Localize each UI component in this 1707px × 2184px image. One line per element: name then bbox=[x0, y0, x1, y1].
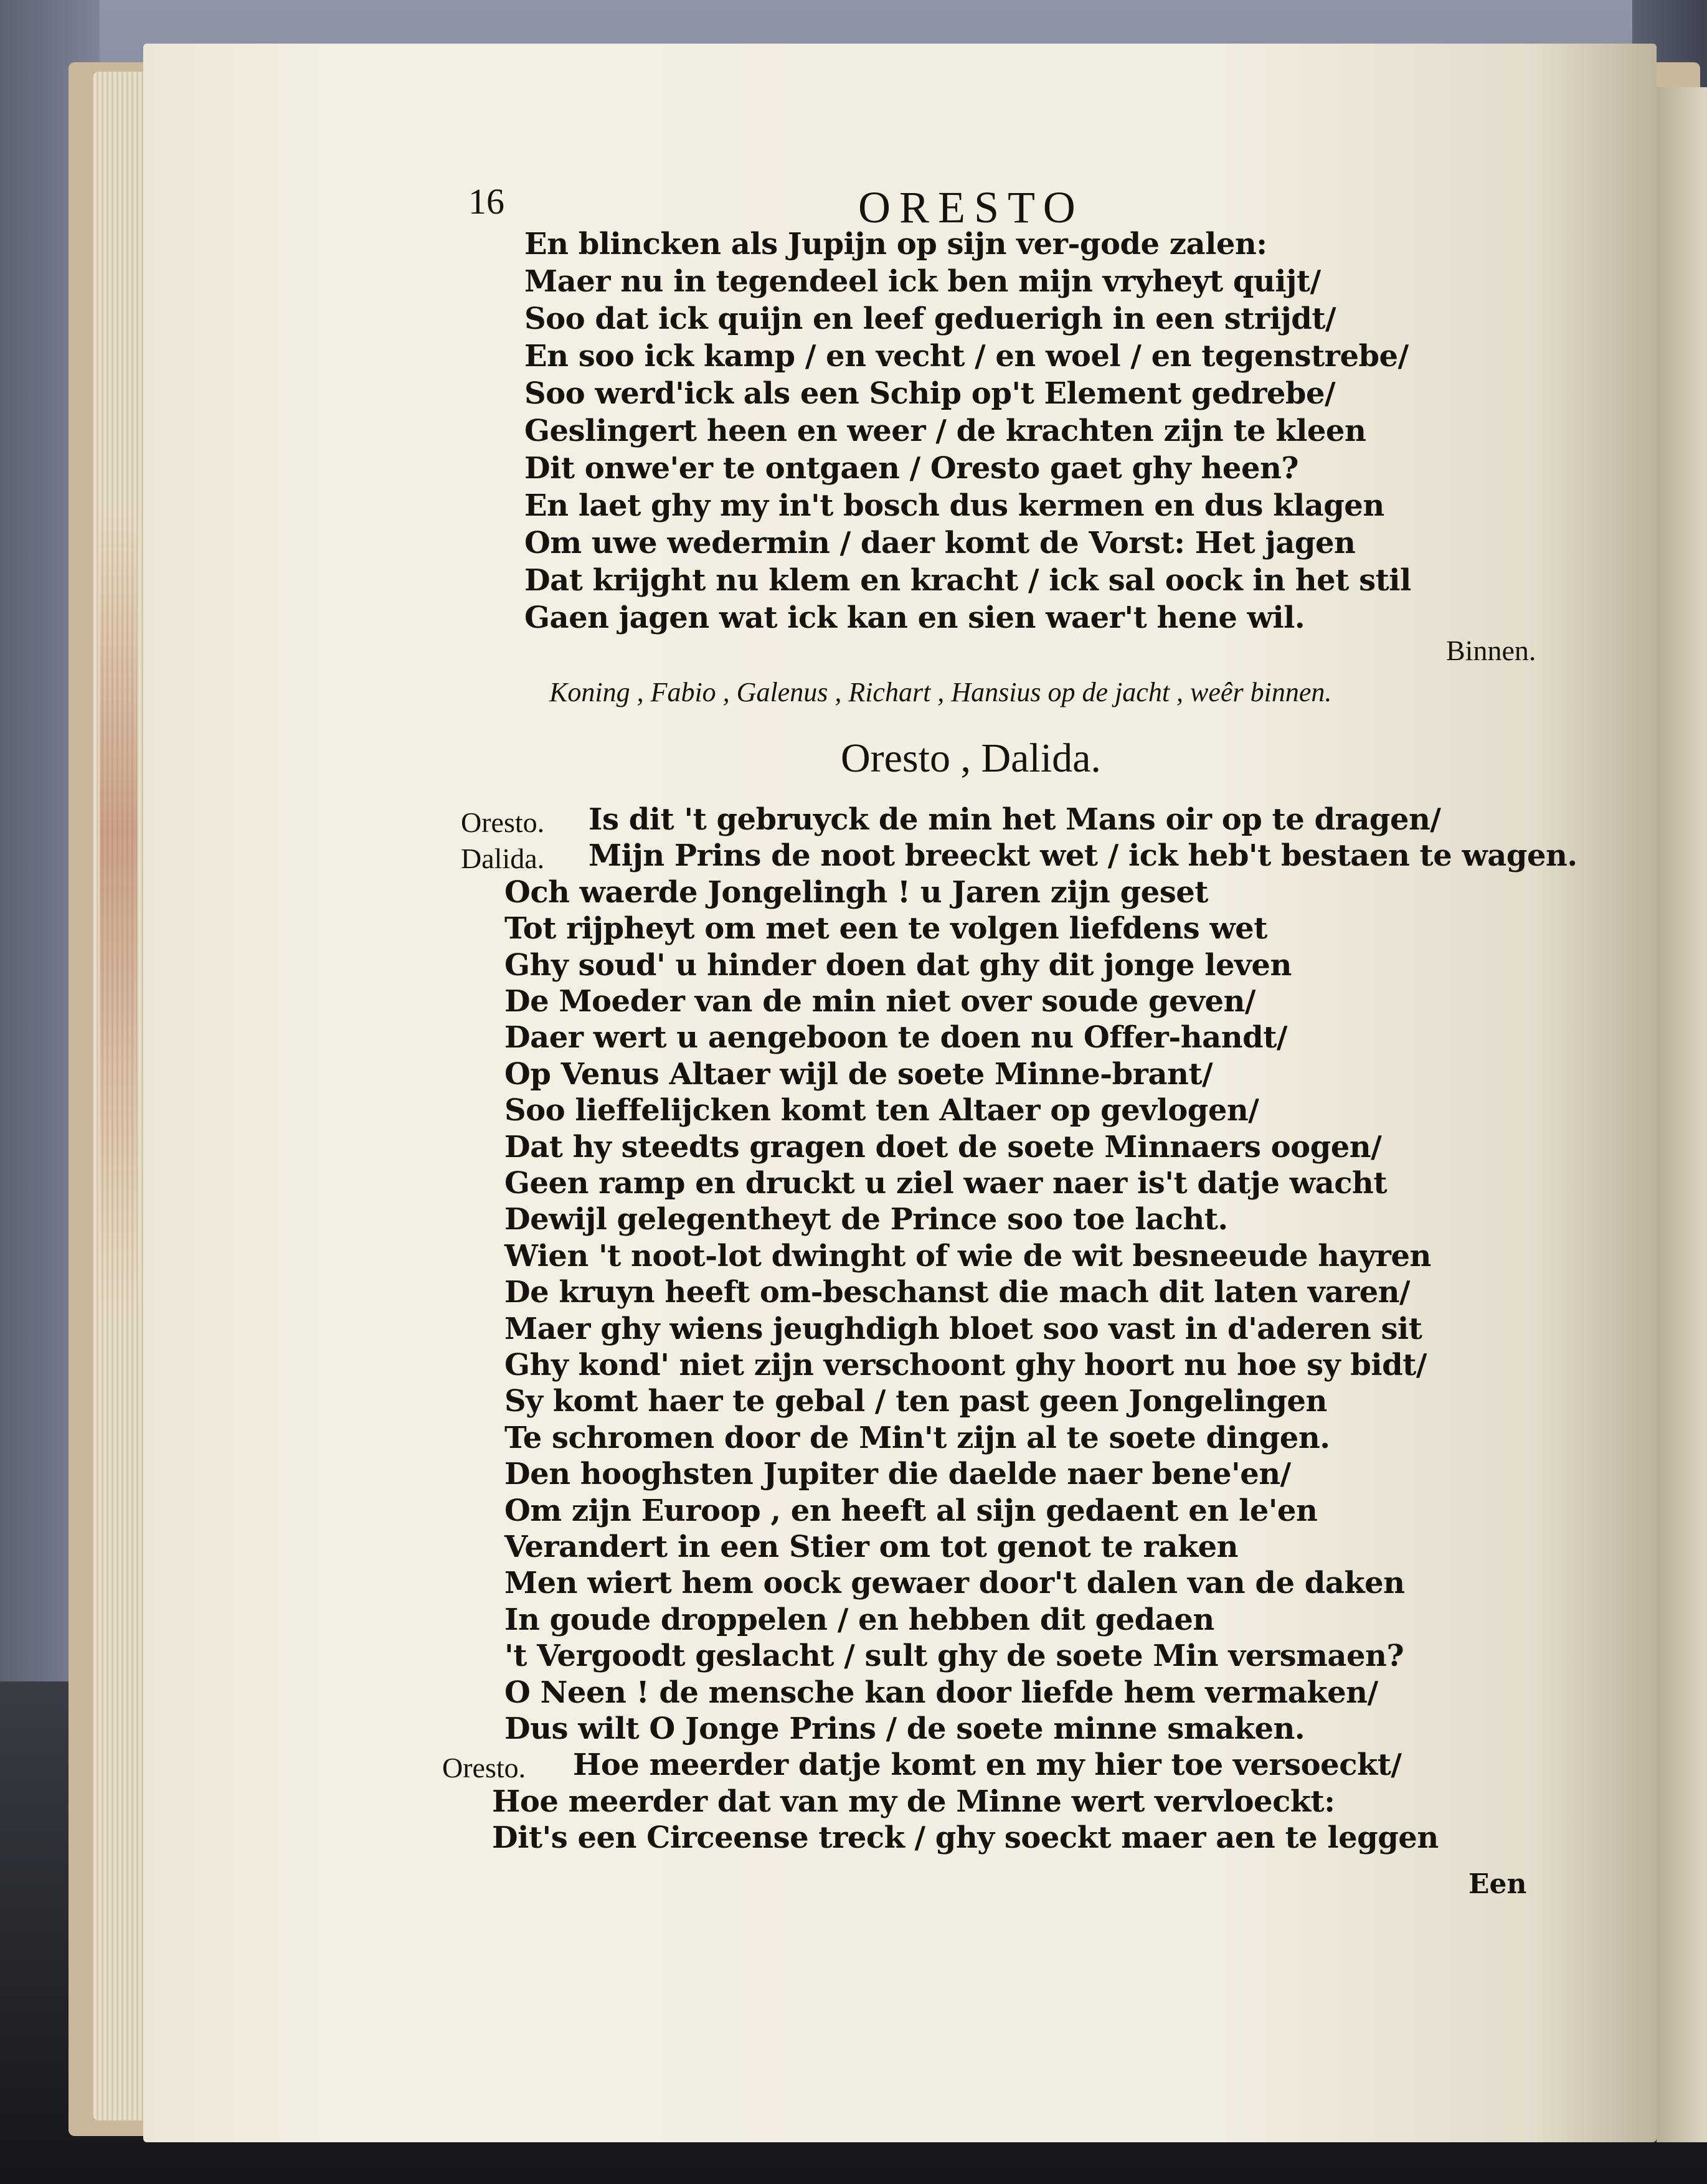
book-page bbox=[143, 44, 1657, 2142]
stage-direction: Koning , Fabio , Galenus , Richart , Hansius op de jacht , weêr binnen. bbox=[549, 677, 1332, 707]
dialogue-line: Wien 't noot-lot dwinght of wie de wit besneeude hayren bbox=[504, 1238, 1431, 1274]
catchword: Een bbox=[1468, 1868, 1527, 1900]
facing-page-edge bbox=[1657, 87, 1707, 2142]
speaker-name: Dalida. bbox=[461, 843, 545, 875]
dialogue-line: Maer ghy wiens jeughdigh bloet soo vast in d'aderen sit bbox=[504, 1311, 1422, 1346]
dialogue-line: Den hooghsten Jupiter die daelde naer bene'en/ bbox=[504, 1457, 1291, 1492]
speaker-name: Oresto. bbox=[461, 806, 545, 838]
dialogue-line: Te schromen door de Min't zijn al te soete dingen. bbox=[504, 1420, 1330, 1455]
dialogue-line: Och waerde Jongelingh ! u Jaren zijn geset bbox=[504, 874, 1208, 910]
verse-line: Soo dat ick quijn en leef geduerigh in een strijdt/ bbox=[524, 301, 1336, 336]
verse-line: Dat krijght nu klem en kracht / ick sal oock in het stil bbox=[524, 563, 1411, 598]
dialogue-line: O Neen ! de mensche kan door liefde hem vermaken/ bbox=[504, 1675, 1378, 1710]
dialogue-line: Hoe meerder datje komt en my hier toe versoeckt/ bbox=[573, 1747, 1402, 1783]
dialogue-line: Ghy kond' niet zijn verschoont ghy hoort nu hoe sy bidt/ bbox=[504, 1348, 1427, 1383]
dialogue-line: Mijn Prins de noot breeckt wet / ick heb't bestaen te wagen. bbox=[589, 838, 1577, 874]
dialogue-line: De Moeder van de min niet over soude geven/ bbox=[504, 984, 1255, 1019]
dialogue-line: 't Vergoodt geslacht / sult ghy de soete Min versmaen? bbox=[504, 1638, 1404, 1674]
verse-line: Dit onwe'er te ontgaen / Oresto gaet ghy heen? bbox=[524, 451, 1299, 486]
dialogue-line: Om zijn Euroop , en heeft al sijn gedaent en le'en bbox=[504, 1493, 1318, 1528]
speaker-name: Oresto. bbox=[442, 1752, 526, 1784]
dialogue-line: Tot rijpheyt om met een te volgen liefdens wet bbox=[504, 911, 1267, 947]
dialogue-line: Is dit 't gebruyck de min het Mans oir op te dragen/ bbox=[589, 802, 1441, 837]
verse-line: En soo ick kamp / en vecht / en woel / en tegenstrebe/ bbox=[524, 339, 1409, 374]
dialogue-line: Men wiert hem oock gewaer door't dalen van de daken bbox=[504, 1566, 1405, 1601]
verse-line: En blincken als Jupijn op sijn ver-gode zalen: bbox=[524, 227, 1267, 262]
verse-line: Om uwe wedermin / daer komt de Vorst: Het jagen bbox=[524, 526, 1356, 560]
running-title: ORESTO bbox=[858, 182, 1084, 232]
dialogue-line: In goude droppelen / en hebben dit gedaen bbox=[504, 1602, 1214, 1637]
dialogue-line: Dewijl gelegentheyt de Prince soo toe lacht. bbox=[504, 1202, 1228, 1237]
dialogue-line: Hoe meerder dat van my de Minne wert vervloeckt: bbox=[492, 1784, 1335, 1819]
verse-line: En laet ghy my in't bosch dus kermen en dus klagen bbox=[524, 488, 1384, 523]
dialogue-line: Soo lieffelijcken komt ten Altaer op gevlogen/ bbox=[504, 1093, 1259, 1128]
verse-line: Maer nu in tegendeel ick ben mijn vryheyt quijt/ bbox=[524, 264, 1321, 299]
dialogue-line: Sy komt haer te gebal / ten past geen Jongelingen bbox=[504, 1384, 1327, 1419]
dialogue-line: Ghy soud' u hinder doen dat ghy dit jonge leven bbox=[504, 947, 1292, 983]
verse-line: Soo werd'ick als een Schip op't Element gedrebe/ bbox=[524, 376, 1336, 411]
scene-heading: Oresto , Dalida. bbox=[841, 735, 1101, 781]
dialogue-line: Dat hy steedts gragen doet de soete Minnaers oogen/ bbox=[504, 1129, 1382, 1165]
dialogue-line: Geen ramp en druckt u ziel waer naer is't datje wacht bbox=[504, 1166, 1387, 1201]
exit-direction: Binnen. bbox=[1446, 635, 1536, 666]
dialogue-line: De kruyn heeft om-beschanst die mach dit laten varen/ bbox=[504, 1275, 1411, 1310]
page-number: 16 bbox=[468, 181, 504, 222]
dialogue-line: Dus wilt O Jonge Prins / de soete minne smaken. bbox=[504, 1711, 1305, 1746]
dialogue-line: Dit's een Circeense treck / ghy soeckt maer aen te leggen bbox=[492, 1820, 1439, 1856]
verse-line: Gaen jagen wat ick kan en sien waer't hene wil. bbox=[524, 600, 1305, 635]
dialogue-line: Daer wert u aengeboon te doen nu Offer-handt/ bbox=[504, 1020, 1287, 1056]
verse-line: Geslingert heen en weer / de krachten zijn te kleen bbox=[524, 414, 1366, 448]
dialogue-line: Op Venus Altaer wijl de soete Minne-brant/ bbox=[504, 1056, 1213, 1092]
dialogue-line: Verandert in een Stier om tot genot te raken bbox=[504, 1529, 1239, 1564]
